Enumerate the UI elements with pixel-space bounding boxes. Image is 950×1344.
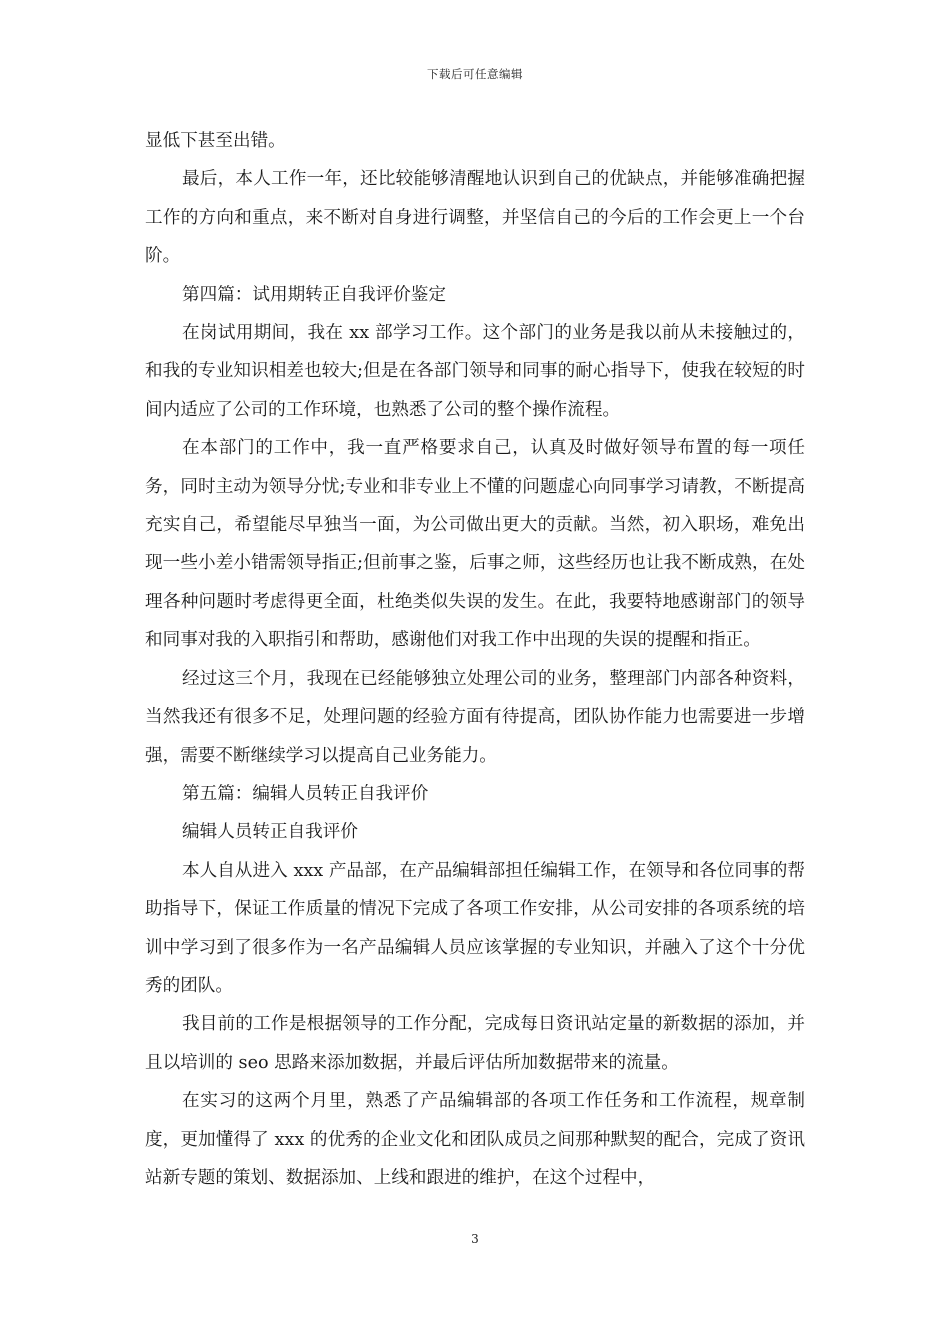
page-header: 下载后可任意编辑 <box>427 67 523 81</box>
paragraph-7: 我目前的工作是根据领导的工作分配，完成每日资讯站定量的新数据的添加，并且以培训的 seo 思路来添加数据，并最后评估所加数据带来的流量。 <box>145 1014 805 1073</box>
paragraph-5: 经过这三个月，我现在已经能够独立处理公司的业务，整理部门内部各种资料，当然我还有很多不足，处理问题的经验方面有待提高，团队协作能力也需要进一步增强，需要不断继续学习以提高自己业务能力。 <box>145 668 805 766</box>
paragraph-4: 在本部门的工作中，我一直严格要求自己，认真及时做好领导布置的每一项任务，同时主动为领导分忧;专业和非专业上不懂的问题虚心向同事学习请教，不断提高充实自己，希望能尽早独当一面，为公司做出更大的贡献。当然，初入职场，难免出现一些小差小错需领导指正;但前事之鉴，后事之师，这些经历也让我不断成熟，在处理各种问题时考虑得更全面，杜绝类似失误的发生。在此，我要特地感谢部门的领导和同事对我的入职指引和帮助，感谢他们对我工作中出现的失误的提醒和指正。 <box>145 438 805 651</box>
document-body <box>145 122 805 1197</box>
sub-heading: 编辑人员转正自我评价 <box>182 822 358 843</box>
page-number: 3 <box>471 1232 479 1246</box>
paragraph-1: 显低下甚至出错。 <box>145 131 286 151</box>
paragraph-3: 在岗试用期间，我在 xx 部学习工作。这个部门的业务是我以前从未接触过的，和我的专业知识相差也较大;但是在各部门领导和同事的耐心指导下，使我在较短的时间内适应了公司的工作环境，也熟悉了公司的整个操作流程。 <box>145 323 805 420</box>
paragraph-2: 最后，本人工作一年，还比较能够清醒地认识到自己的优缺点，并能够准确把握工作的方向和重点，来不断对自身进行调整，并坚信自己的今后的工作会更上一个台阶。 <box>145 169 805 267</box>
section-heading-4: 第四篇：试用期转正自我评价鉴定 <box>182 284 446 305</box>
section-heading-5: 第五篇：编辑人员转正自我评价 <box>182 783 429 804</box>
paragraph-6: 本人自从进入 xxx 产品部，在产品编辑部担任编辑工作，在领导和各位同事的帮助指导下，保证工作质量的情况下完成了各项工作安排，从公司安排的各项系统的培训中学习到了很多作为一名产品编辑人员应该掌握的专业知识，并融入了这个十分优秀的团队。 <box>145 860 805 996</box>
paragraph-8: 在实习的这两个月里，熟悉了产品编辑部的各项工作任务和工作流程，规章制度，更加懂得了 xxx 的优秀的企业文化和团队成员之间那种默契的配合，完成了资讯站新专题的策划、数据添加、上线和跟进的维护，在这个过程中， <box>145 1091 805 1188</box>
